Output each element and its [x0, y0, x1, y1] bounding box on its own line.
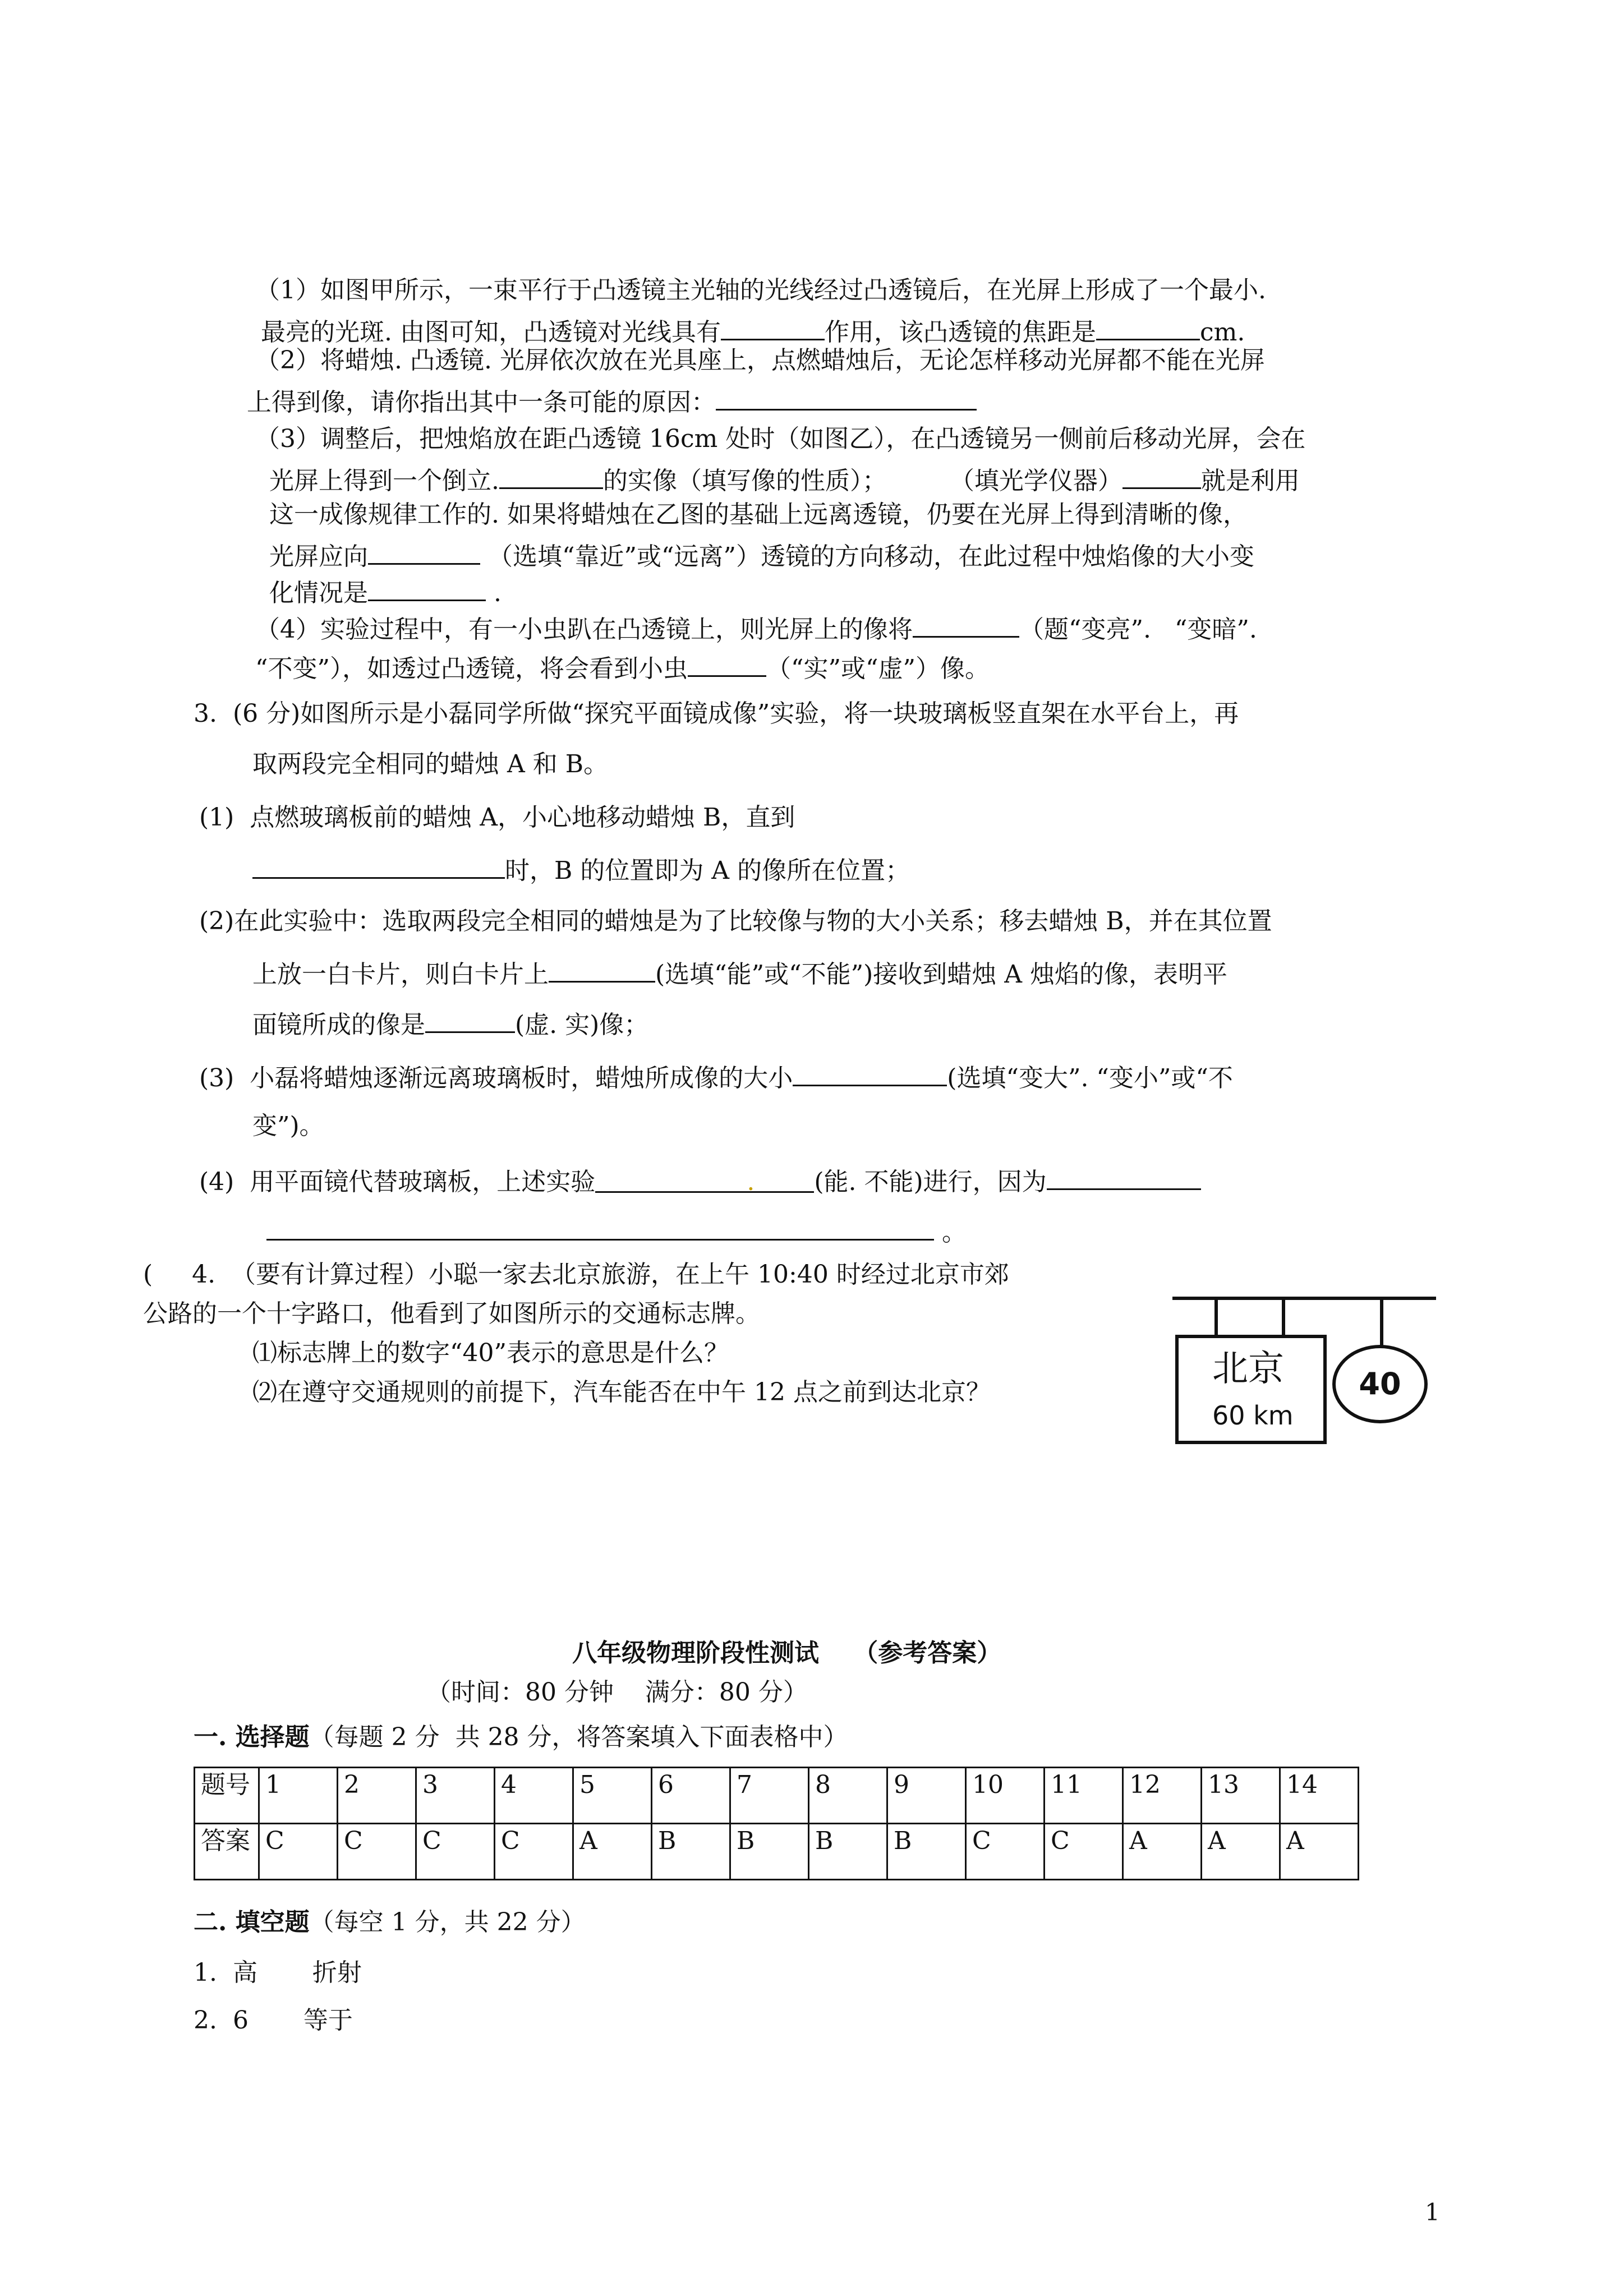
- text: 化情况是: [269, 579, 368, 607]
- q2-p2-line2: [247, 384, 977, 418]
- q4-line1: ( 4. （要有计算过程）小聪一家去北京旅游，在上午 10:40 时经过北京市郊: [143, 1260, 1009, 1289]
- header-answer: 答案: [195, 1824, 259, 1880]
- text: (4) 用平面镜代替玻璃板，上述实验: [199, 1168, 596, 1196]
- stray-dot: .: [747, 1168, 755, 1196]
- blank-image-type[interactable]: [425, 1007, 515, 1033]
- text: 面镜所成的像是: [252, 1011, 425, 1039]
- blank-image-property[interactable]: [499, 463, 603, 489]
- text: （题“变亮”. “变暗”.: [1019, 615, 1257, 644]
- text: 上放一白卡片，则白卡片上: [252, 960, 549, 989]
- section2-heading: [194, 1907, 586, 1938]
- section2-title: 二. 填空题: [194, 1908, 310, 1937]
- text: (能. 不能)进行，因为: [814, 1168, 1047, 1196]
- blank-instrument[interactable]: [1122, 463, 1201, 489]
- q3-s4-line2: [266, 1214, 967, 1248]
- blank-reason-continued[interactable]: [266, 1214, 934, 1241]
- table-cell-number: 11: [1045, 1768, 1123, 1824]
- text: （选填“靠近”或“远离”）透镜的方向移动，在此过程中烛焰像的大小变: [480, 542, 1254, 571]
- section1-heading: [194, 1722, 848, 1753]
- q2-p1-line1: （1）如图甲所示，一束平行于凸透镜主光轴的光线经过凸透镜后，在光屏上形成了一个最小.: [255, 276, 1266, 305]
- q2-p3-line5: [269, 575, 502, 609]
- table-cell-answer: C: [966, 1824, 1045, 1880]
- table-row-answers: [195, 1824, 1359, 1880]
- blank-image-size-change[interactable]: [368, 575, 486, 601]
- q2-p4-line2: [255, 651, 990, 685]
- text: 作用，该凸透镜的焦距是: [824, 318, 1096, 347]
- blank-can-proceed[interactable]: [595, 1167, 814, 1196]
- text: 的实像（填写像的性质）； （填光学仪器）: [603, 467, 1122, 495]
- answer-time: （时间：80 分钟 满分：80 分）: [426, 1678, 808, 1707]
- header-question-number: 题号: [195, 1768, 259, 1824]
- sign-distance: 60 km: [1212, 1400, 1294, 1431]
- table-cell-answer: C: [416, 1824, 495, 1880]
- text: (选填“能”或“不能”)接收到蜡烛 A 烛焰的像，表明平: [655, 960, 1228, 989]
- section2-note: （每空 1 分，共 22 分）: [309, 1908, 586, 1937]
- table-cell-number: 8: [809, 1768, 887, 1824]
- fill-answer-2: 2. 6 等于: [194, 2006, 353, 2035]
- table-row-numbers: [195, 1768, 1359, 1824]
- text: 光屏应向: [269, 542, 368, 571]
- text: 。: [934, 1218, 967, 1247]
- table-cell-answer: C: [259, 1824, 338, 1880]
- text: “不变”），如透过凸透镜，将会看到小虫: [255, 654, 688, 683]
- table-cell-answer: C: [495, 1824, 573, 1880]
- text: 时，B 的位置即为 A 的像所在位置；: [505, 856, 910, 885]
- blank-card-receive[interactable]: [549, 956, 655, 983]
- blank-b-position[interactable]: [252, 852, 505, 879]
- blank-image-brightness[interactable]: [913, 611, 1019, 638]
- table-cell-answer: B: [652, 1824, 730, 1880]
- table-cell-number: 12: [1123, 1768, 1202, 1824]
- q4-line3: ⑴标志牌上的数字“40”表示的意思是什么？: [252, 1339, 729, 1367]
- table-cell-answer: C: [1045, 1824, 1123, 1880]
- text: (3) 小磊将蜡烛逐渐远离玻璃板时，蜡烛所成像的大小: [199, 1064, 793, 1092]
- page-number: 1: [1425, 2198, 1440, 2226]
- answer-table: [194, 1767, 1359, 1880]
- text: (虚. 实)像；: [515, 1011, 649, 1039]
- q4-line4: ⑵在遵守交通规则的前提下，汽车能否在中午 12 点之前到达北京？: [252, 1378, 991, 1407]
- table-cell-answer: A: [1280, 1824, 1359, 1880]
- table-cell-number: 13: [1202, 1768, 1280, 1824]
- q3-s4-line1: [199, 1164, 1201, 1198]
- text: 最亮的光斑. 由图可知，凸透镜对光线具有: [261, 318, 721, 347]
- text: 光屏上得到一个倒立.: [269, 467, 499, 495]
- table-cell-answer: B: [809, 1824, 887, 1880]
- q3-s2-line1: (2)在此实验中：选取两段完全相同的蜡烛是为了比较像与物的大小关系；移去蜡烛 B，并在其位置: [199, 907, 1272, 935]
- q3-s3-line2: 变”)。: [252, 1112, 324, 1140]
- answer-title: 八年级物理阶段性测试 （参考答案）: [572, 1639, 1002, 1667]
- table-cell-number: 10: [966, 1768, 1045, 1824]
- q3-s1-line2: [252, 852, 910, 887]
- blank-lens-effect[interactable]: [721, 314, 825, 340]
- fill-answer-1: 1. 高 折射: [194, 1958, 362, 1987]
- q2-p3-line3: 这一成像规律工作的. 如果将蜡烛在乙图的基础上远离透镜，仍要在光屏上得到清晰的像，: [269, 500, 1248, 529]
- q2-p1-line2: [261, 314, 1245, 348]
- sign-pole-left: [1214, 1298, 1218, 1336]
- distance-sign: [1175, 1335, 1327, 1444]
- table-cell-number: 9: [887, 1768, 966, 1824]
- text: (选填“变大”. “变小”或“不: [947, 1064, 1233, 1092]
- text: cm.: [1199, 318, 1245, 347]
- table-cell-number: 5: [573, 1768, 652, 1824]
- q3-intro-line1: 3. (6 分)如图所示是小磊同学所做“探究平面镜成像”实验，将一块玻璃板竖直架在水平台上，再: [194, 699, 1239, 728]
- sign-bar: [1172, 1297, 1436, 1300]
- sign-city: 北京: [1212, 1348, 1284, 1390]
- table-cell-number: 1: [259, 1768, 338, 1824]
- speed-limit-sign: 40: [1332, 1345, 1428, 1423]
- sign-pole-middle: [1282, 1298, 1285, 1336]
- q2-p3-line2: [269, 463, 1300, 497]
- table-cell-number: 2: [338, 1768, 416, 1824]
- section1-title: 一. 选择题: [194, 1723, 310, 1751]
- table-cell-answer: A: [1123, 1824, 1202, 1880]
- blank-real-virtual[interactable]: [688, 651, 766, 677]
- q2-p3-line1: （3）调整后，把烛焰放在距凸透镜 16cm 处时（如图乙），在凸透镜另一侧前后移动光屏，会在: [255, 425, 1306, 453]
- table-cell-number: 4: [495, 1768, 573, 1824]
- table-cell-answer: A: [573, 1824, 652, 1880]
- table-cell-number: 14: [1280, 1768, 1359, 1824]
- blank-reason[interactable]: [716, 384, 977, 411]
- q3-intro-line2: 取两段完全相同的蜡烛 A 和 B。: [252, 750, 609, 778]
- section1-note: （每题 2 分 共 28 分，将答案填入下面表格中）: [309, 1723, 848, 1751]
- sign-pole-right: [1380, 1298, 1383, 1347]
- blank-focal-length[interactable]: [1096, 314, 1200, 340]
- q2-p3-line4: [269, 538, 1254, 573]
- table-cell-number: 7: [730, 1768, 809, 1824]
- table-cell-answer: B: [887, 1824, 966, 1880]
- q2-p2-line1: （2）将蜡烛. 凸透镜. 光屏依次放在光具座上，点燃蜡烛后，无论怎样移动光屏都不能在光屏: [255, 346, 1265, 375]
- q3-s2-line2: [252, 956, 1227, 990]
- text: 就是利用: [1200, 467, 1300, 495]
- table-cell-answer: C: [338, 1824, 416, 1880]
- blank-because[interactable]: [1047, 1164, 1201, 1190]
- table-cell-number: 3: [416, 1768, 495, 1824]
- blank-image-size[interactable]: [793, 1060, 947, 1086]
- text: .: [486, 579, 502, 607]
- text: （“实”或“虚”）像。: [766, 654, 990, 683]
- q4-line2: 公路的一个十字路口，他看到了如图所示的交通标志牌。: [143, 1299, 760, 1328]
- q2-p4-line1: [255, 611, 1257, 646]
- table-cell-answer: B: [730, 1824, 809, 1880]
- text: 上得到像，请你指出其中一条可能的原因：: [247, 388, 716, 417]
- q3-s3-line1: [199, 1060, 1233, 1094]
- q3-s2-line3: [252, 1007, 648, 1041]
- text: （4）实验过程中，有一小虫趴在凸透镜上，则光屏上的像将: [255, 615, 913, 644]
- blank-screen-direction[interactable]: [368, 538, 480, 565]
- table-cell-answer: A: [1202, 1824, 1280, 1880]
- q3-s1-line1: (1) 点燃玻璃板前的蜡烛 A，小心地移动蜡烛 B，直到: [199, 803, 795, 832]
- table-cell-number: 6: [652, 1768, 730, 1824]
